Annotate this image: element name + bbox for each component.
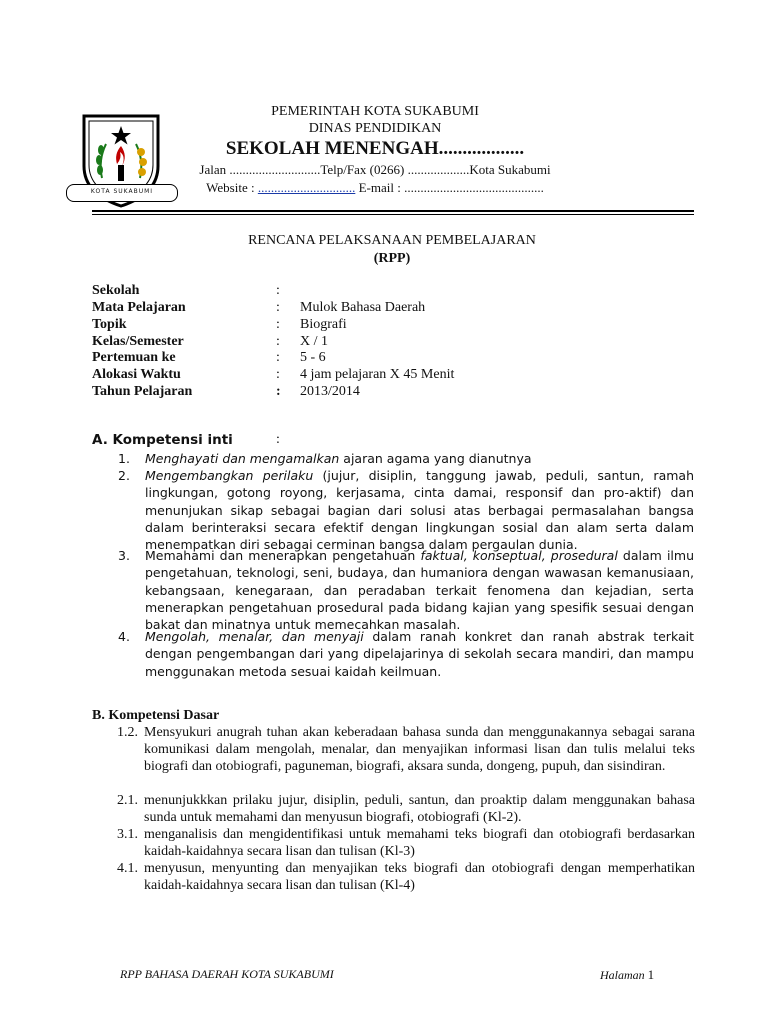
list-item [118, 467, 696, 555]
header-divider-thin [92, 214, 694, 215]
list-item-text: Memahami dan menerapkan pengetahuan faktual, konseptual, prosedural dalam ilmu pengetahuan, teknologi, seni, budaya, dan humaniora dengan wawasan kemanusiaan, kebangsaan, kenegaraan, dan peradaban terkait fenomena dan kejadian, serta menerapkan pengetahuan prosedural pada bidang kajian yang spesifik sesuai dengan bakat dan minatnya untuk memecahkan masalah. [145, 548, 694, 633]
list-item-text: Mengolah, menalar, dan menyaji dalam ranah konkret dan ranah abstrak terkait dengan pengembangan dari yang dipelajarinya di sekolah secara mandiri, dan mampu menggunakan metoda sesuai kaidah keilmuan. [145, 629, 694, 679]
department-name: DINAS PENDIDIKAN [308, 121, 442, 136]
identity-label: Topik [92, 317, 127, 332]
logo-ribbon [66, 184, 178, 202]
list-item-text: menyusun, menyunting dan menyajikan teks biografi dan otobiografi dengan memperhatikan kaidah-kaidahnya secara lisan dan tulisan (Kl-4) [144, 861, 695, 893]
list-item [117, 826, 696, 860]
identity-colon: : [276, 350, 280, 365]
list-item-number: 2. [118, 468, 130, 483]
document-title: RENCANA PELAKSANAAN PEMBELAJARAN [248, 233, 536, 248]
identity-label: Tahun Pelajaran [92, 384, 193, 399]
list-item [118, 547, 696, 635]
identity-value: 2013/2014 [300, 384, 360, 399]
identity-colon: : [276, 300, 280, 315]
identity-value: Biografi [300, 317, 347, 332]
identity-row [92, 367, 692, 384]
list-item-number: 3.1. [117, 827, 138, 842]
list-item-number: 3. [118, 548, 130, 563]
list-item [118, 628, 696, 682]
identity-colon: : [276, 367, 280, 382]
identity-label: Mata Pelajaran [92, 300, 186, 315]
identity-label: Sekolah [92, 283, 140, 298]
identity-label: Kelas/Semester [92, 334, 184, 349]
identity-value: 4 jam pelajaran X 45 Menit [300, 367, 455, 382]
email-text: E-mail : ........................................... [355, 180, 544, 195]
section-a-heading: A. Kompetensi inti [92, 432, 233, 448]
identity-row [92, 334, 692, 351]
list-item-number: 4.1. [117, 861, 138, 876]
identity-label: Pertemuan ke [92, 350, 176, 365]
logo-ribbon-text: KOTA SUKABUMI [90, 188, 154, 195]
list-item-number: 1. [118, 451, 130, 466]
identity-colon: : [276, 317, 280, 332]
identity-row [92, 384, 692, 401]
section-b-heading: B. Kompetensi Dasar [92, 708, 220, 723]
identity-row [92, 317, 692, 334]
list-item [118, 450, 696, 468]
list-item [117, 724, 696, 792]
contact-line [180, 180, 570, 196]
list-item-text: Mengembangkan perilaku (jujur, disiplin, tanggung jawab, peduli, santun, ramah lingkungan, gotong royong, kerjasama, cinta damai, responsif dan pro-aktif) dan menunjukan sikap sebagai bagian dari solusi atas berbagai permasalahan bangsa dalam berinteraksi secara efektif dengan lingkungan sosial dan alam serta dalam menempatkan diri sebagai cerminan bangsa dalam pergaulan dunia. [145, 468, 694, 553]
school-name: SEKOLAH MENENGAH.................. [225, 138, 525, 159]
list-item-number: 2.1. [117, 793, 138, 808]
identity-row [92, 300, 692, 317]
identity-value: Mulok Bahasa Daerah [300, 300, 426, 315]
list-item-text: menganalisis dan mengidentifikasi untuk memahami teks biografi dan otobiografi berdasarkan kaidah-kaidahnya secara lisan dan tulisan (Kl-3) [144, 827, 695, 859]
identity-label: Alokasi Waktu [92, 367, 181, 382]
identity-colon: : [276, 334, 280, 349]
school-address: Jalan ............................Telp/Fax (0266) ...................Kota Sukabumi [199, 162, 551, 177]
footer-page-value: 1 [647, 967, 655, 982]
list-item-text: Mensyukuri anugrah tuhan akan keberadaan bahasa sunda dan menggunakannya sebagai sarana komunikasi dalam mengolah, menalar, dan menyajikan informasi lisan dan tulis melalui teks biografi dan otobiografi, paguneman, biografi, aksara sunda, dongeng, pupuh, dan sisindiran. [144, 725, 695, 774]
list-item-number: 1.2. [117, 725, 138, 740]
document-subtitle: (RPP) [373, 251, 411, 266]
header-divider-thick [92, 210, 694, 212]
identity-row [92, 283, 692, 300]
list-item-number: 4. [118, 629, 130, 644]
identity-colon: : [276, 283, 280, 298]
government-name: PEMERINTAH KOTA SUKABUMI [271, 104, 479, 119]
section-a-colon: : [276, 432, 280, 447]
identity-row [92, 350, 692, 367]
identity-value: 5 - 6 [300, 350, 326, 365]
list-item [117, 792, 696, 826]
website-link[interactable]: .............................. [257, 180, 356, 195]
footer-page-label: Halaman [600, 968, 648, 982]
identity-colon: : [276, 384, 281, 399]
footer-document-name: RPP BAHASA DAERAH KOTA SUKABUMI [120, 967, 334, 981]
footer-page-number [600, 967, 654, 983]
list-item-text: Menghayati dan mengamalkan ajaran agama yang dianutnya [145, 451, 532, 466]
website-label: Website : [206, 180, 258, 195]
city-emblem-logo [76, 110, 166, 208]
list-item-text: menunjukkkan prilaku jujur, disiplin, peduli, santun, dan proaktip dalam menggunakan bahasa sunda untuk memahami dan menyusun biografi, otobiografi (Kl-2). [144, 793, 695, 825]
list-item [117, 860, 696, 894]
identity-value: X / 1 [300, 334, 328, 349]
